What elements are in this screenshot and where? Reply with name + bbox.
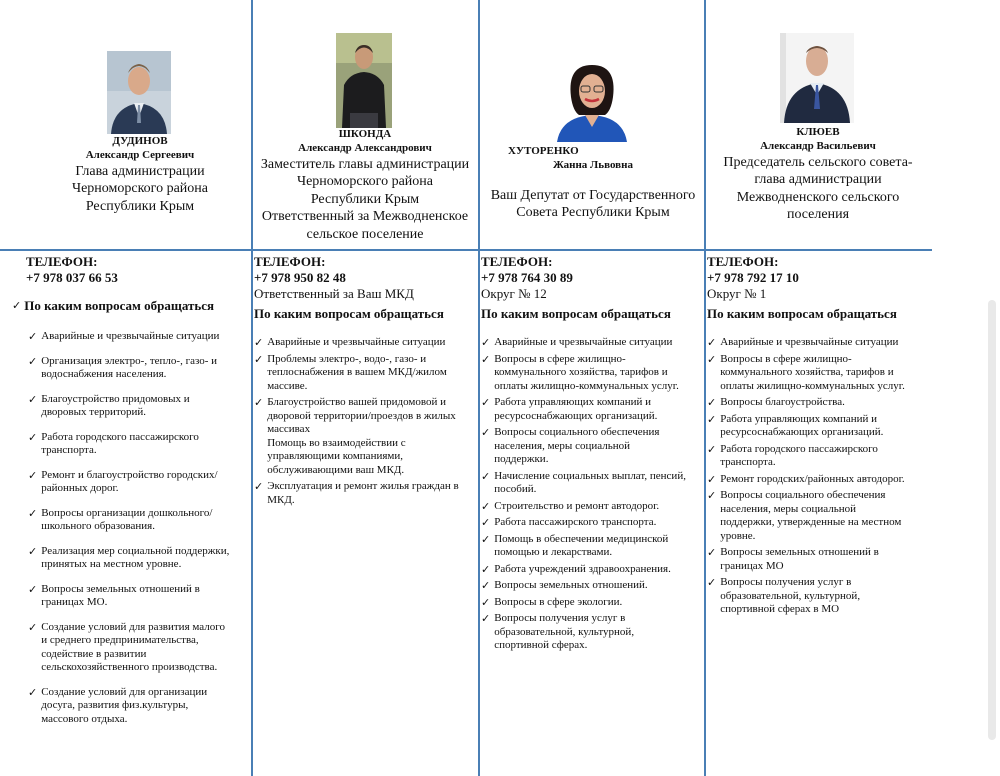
question-text: Благоустройство вашей придомовой и дворовой территории/проездов в жилых массивах Помощь во взаимодействии с управляющими компаниями, обслуживающими ваш МКД. <box>267 396 456 476</box>
question-text: Вопросы благоустройства. <box>720 396 845 408</box>
column-khutorenko <box>481 254 703 653</box>
position-line: Черноморского района <box>71 181 208 196</box>
question-text: Реализация мер социальной поддержки, принятых на местном уровне. <box>41 544 230 570</box>
question-item <box>481 533 703 560</box>
question-item <box>28 355 248 382</box>
check-icon: ✓ <box>481 562 491 576</box>
position-line: Заместитель главы администрации <box>260 156 470 172</box>
check-icon: ✓ <box>707 489 717 502</box>
check-icon: ✓ <box>481 352 491 366</box>
question-text: Вопросы организации дошкольного/ школьного образования. <box>41 506 213 532</box>
check-icon: ✓ <box>28 544 38 558</box>
question-text: Вопросы в сфере жилищно- коммунального хозяйства, тарифов и оплаты жилищно-коммунальных услуг. <box>494 352 679 392</box>
check-icon: ✓ <box>254 396 264 409</box>
check-icon: ✓ <box>707 396 717 409</box>
questions-list <box>707 336 933 617</box>
header-klyuev <box>706 126 930 224</box>
phone-number[interactable]: +7 978 037 66 53 <box>26 270 118 285</box>
questions-title: По каким вопросам обращаться <box>707 306 897 321</box>
question-text: Эксплуатация и ремонт жилья граждан в МКД. <box>267 480 459 506</box>
full-name: Александр Сергеевич <box>85 148 195 161</box>
column-divider-3 <box>704 0 706 776</box>
question-item <box>254 396 478 477</box>
questions-list <box>254 336 478 507</box>
question-text: Вопросы получения услуг в образовательной, культурной, спортивной сферах в МО <box>720 576 861 615</box>
phone-note: Округ № 1 <box>707 286 767 301</box>
question-text: Вопросы социального обеспечения населения, меры социальной поддержки. <box>494 426 660 465</box>
question-text: Начисление социальных выплат, пенсий, пособий. <box>494 469 686 495</box>
check-icon: ✓ <box>481 396 491 409</box>
check-icon: ✓ <box>707 336 717 349</box>
question-text: Организация электро-, тепло-, газо- и водоснабжения населения. <box>41 354 218 380</box>
check-icon: ✓ <box>28 354 38 368</box>
check-icon: ✓ <box>254 352 264 366</box>
check-icon: ✓ <box>481 595 491 609</box>
phone-number[interactable]: +7 978 950 82 48 <box>254 270 346 285</box>
check-icon: ✓ <box>28 506 38 520</box>
question-item <box>481 336 703 350</box>
check-icon: ✓ <box>707 442 717 456</box>
question-item <box>481 579 703 593</box>
full-name: Жанна Львовна <box>553 158 633 171</box>
check-icon: ✓ <box>707 546 717 559</box>
column-dudinov <box>12 254 248 726</box>
question-item <box>481 500 703 514</box>
position-line: сельское поселение <box>306 226 424 242</box>
column-shkonda <box>254 254 478 507</box>
questions-list <box>481 336 703 653</box>
check-icon: ✓ <box>254 480 264 493</box>
full-name: Александр Васильевич <box>760 139 876 152</box>
surname: ШКОНДА <box>338 128 392 140</box>
question-text: Работа управляющих компаний и ресурсоснабжающих организаций. <box>494 396 658 422</box>
phone-number[interactable]: +7 978 792 17 10 <box>707 270 799 285</box>
phone-label: ТЕЛЕФОН: <box>254 254 326 269</box>
question-text: Проблемы электро-, водо-, газо- и теплоснабжения в вашем МКД/жилом массиве. <box>267 352 447 392</box>
question-text: Работа городского пассажирского транспорта. <box>41 430 199 456</box>
position-line: глава администрации <box>754 172 882 187</box>
photo-dudinov <box>107 51 171 134</box>
phone-label: ТЕЛЕФОН: <box>481 254 553 269</box>
question-item <box>481 426 703 467</box>
column-divider-1 <box>251 0 253 776</box>
question-item <box>28 507 248 534</box>
question-text: Работа управляющих компаний и ресурсоснабжающих организаций. <box>720 412 884 438</box>
question-text: Ремонт городских/районных автодорог. <box>720 472 905 485</box>
check-icon: ✓ <box>707 412 717 426</box>
check-icon: ✓ <box>481 516 491 529</box>
surname: ДУДИНОВ <box>112 135 168 147</box>
question-text: Вопросы в сфере жилищно- коммунального хозяйства, тарифов и оплаты жилищно-коммунальных услуг. <box>720 352 905 392</box>
question-item <box>707 413 933 440</box>
column-klyuev <box>707 254 933 617</box>
question-item <box>707 546 933 573</box>
position-line: Ответственный за Межводненское <box>261 209 469 224</box>
position-line: Председатель сельского совета- <box>723 154 913 170</box>
question-item <box>707 353 933 394</box>
question-item <box>28 330 248 344</box>
check-icon: ✓ <box>481 336 491 349</box>
questions-title: По каким вопросам обращаться <box>254 306 444 321</box>
scrollbar-track[interactable] <box>988 300 996 740</box>
check-icon: ✓ <box>481 469 491 483</box>
question-text: Вопросы в сфере экологии. <box>494 595 623 608</box>
check-icon: ✓ <box>707 472 717 486</box>
question-text: Вопросы социального обеспечения населения, меры социальной поддержки, утвержденные на местном уровне. <box>720 489 902 542</box>
check-icon: ✓ <box>28 468 38 482</box>
question-item <box>707 443 933 470</box>
phone-number[interactable]: +7 978 764 30 89 <box>481 270 573 285</box>
question-item <box>707 473 933 487</box>
check-icon: ✓ <box>481 426 491 439</box>
question-text: Вопросы земельных отношений. <box>494 579 648 591</box>
question-text: Благоустройство придомовых и дворовых территорий. <box>41 392 190 418</box>
question-text: Строительство и ремонт автодорог. <box>494 499 660 512</box>
questions-list <box>12 330 248 726</box>
question-text: Аварийные и чрезвычайные ситуации <box>720 336 899 348</box>
header-khutorenko <box>482 145 704 222</box>
question-item <box>707 576 933 617</box>
question-text: Работа учреждений здравоохранения. <box>494 562 671 575</box>
question-item <box>481 563 703 577</box>
surname: КЛЮЕВ <box>796 126 840 138</box>
check-icon: ✓ <box>481 612 491 625</box>
question-item <box>707 336 933 350</box>
check-icon: ✓ <box>12 299 22 312</box>
check-icon: ✓ <box>254 336 264 349</box>
question-item <box>28 686 248 727</box>
question-item <box>28 621 248 675</box>
question-text: Вопросы земельных отношений в границах МО. <box>41 582 200 608</box>
phone-note: Ответственный за Ваш МКД <box>254 286 414 301</box>
check-icon: ✓ <box>28 685 38 699</box>
photo-klyuev <box>780 33 854 123</box>
question-item <box>481 470 703 497</box>
question-item <box>28 431 248 458</box>
check-icon: ✓ <box>481 499 491 513</box>
question-item <box>481 396 703 423</box>
phone-label: ТЕЛЕФОН: <box>26 254 98 269</box>
check-icon: ✓ <box>481 532 491 546</box>
question-item <box>254 336 478 350</box>
question-item <box>481 353 703 394</box>
position-line: Республики Крым <box>310 191 420 207</box>
question-item <box>28 393 248 420</box>
column-divider-2 <box>478 0 480 776</box>
question-item <box>254 353 478 394</box>
check-icon: ✓ <box>707 352 717 366</box>
check-icon: ✓ <box>28 620 38 634</box>
question-text: Работа городского пассажирского транспорта. <box>720 442 878 468</box>
position-line: Межводненского сельского <box>736 189 900 205</box>
check-icon: ✓ <box>28 330 38 343</box>
question-item <box>481 596 703 610</box>
position-line: Совета Республики Крым <box>516 205 670 220</box>
question-item <box>707 489 933 543</box>
phone-note: Округ № 12 <box>481 286 547 301</box>
question-item <box>28 583 248 610</box>
position-line: поселения <box>786 207 850 222</box>
question-item <box>707 396 933 410</box>
question-text: Вопросы земельных отношений в границах МО <box>720 546 879 572</box>
check-icon: ✓ <box>481 579 491 592</box>
question-text: Вопросы получения услуг в образовательной, культурной, спортивной сферах. <box>494 612 635 651</box>
question-text: Аварийные и чрезвычайные ситуации <box>41 330 220 342</box>
surname: ХУТОРЕНКО <box>508 145 579 157</box>
questions-title: По каким вопросам обращаться <box>481 306 671 321</box>
question-text: Аварийные и чрезвычайные ситуации <box>494 336 673 348</box>
question-text: Ремонт и благоустройство городских/ районных дорог. <box>41 468 218 494</box>
question-item <box>481 612 703 653</box>
check-icon: ✓ <box>28 430 38 444</box>
question-text: Помощь в обеспечении медицинской помощью и лекарствами. <box>494 532 669 558</box>
position-line: Глава администрации <box>75 163 205 179</box>
header-shkonda <box>253 128 477 243</box>
question-item <box>28 469 248 496</box>
full-name: Александр Александрович <box>298 141 432 154</box>
question-item <box>481 516 703 530</box>
photo-khutorenko <box>553 57 631 142</box>
header-dudinov <box>40 135 240 215</box>
position-line: Ваш Депутат от Государственного <box>490 187 696 203</box>
phone-label: ТЕЛЕФОН: <box>707 254 779 269</box>
question-item <box>254 480 478 507</box>
question-text: Создание условий для организации досуга, развития физ.культуры, массового отдыха. <box>41 685 208 725</box>
check-icon: ✓ <box>28 392 38 406</box>
question-text: Работа пассажирского транспорта. <box>494 516 657 528</box>
question-text: Аварийные и чрезвычайные ситуации <box>267 336 446 348</box>
question-text: Создание условий для развития малого и среднего предпринимательства, содействие в развитии сельскохозяйственного производства. <box>41 620 225 673</box>
header-divider <box>0 249 932 251</box>
question-item <box>28 545 248 572</box>
questions-title: ✓ По каким вопросам обращаться <box>12 298 215 313</box>
position-line: Черноморского района <box>296 174 433 189</box>
check-icon: ✓ <box>28 582 38 596</box>
position-line: Республики Крым <box>85 198 195 214</box>
check-icon: ✓ <box>707 576 717 589</box>
photo-shkonda <box>336 33 392 128</box>
